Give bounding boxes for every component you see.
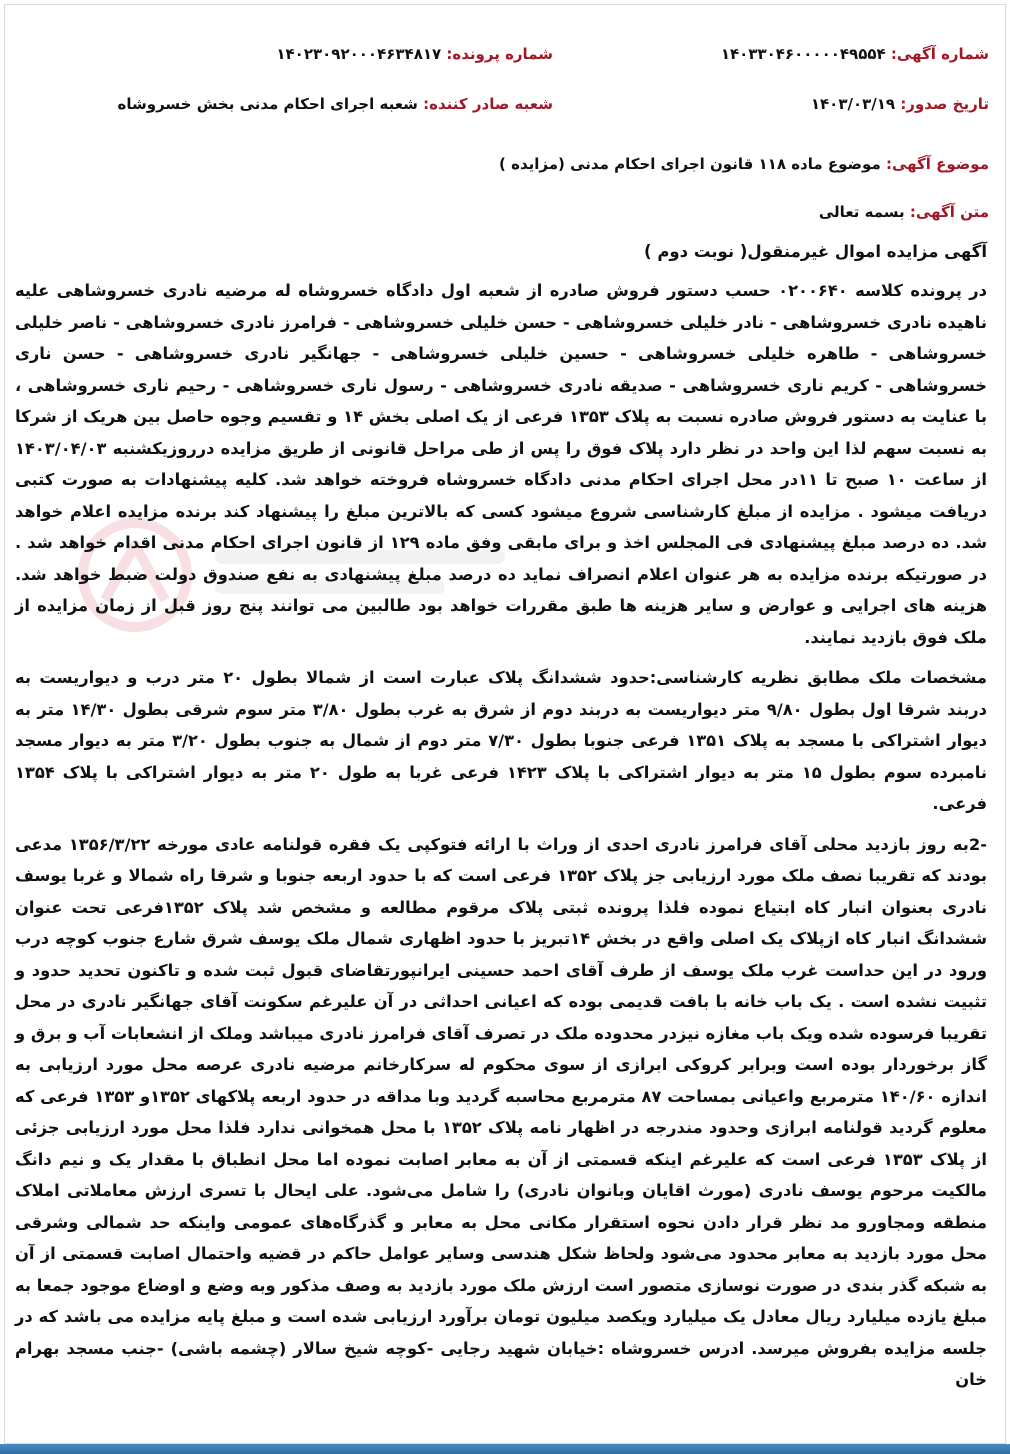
notice-number-label: شماره آگهی: [890,45,989,63]
paragraph-auction-details: در پرونده کلاسه ۰۲۰۰۶۴۰ حسب دستور فروش صادره از شعبه اول دادگاه خسروشاه له مرضیه نادری خسروشاهی علیه ناهیده نادری خسروشاهی - نادر خلیلی خسروشاهی - حسن خلیلی خسروشاهی - فرامرز نادری خسروشاهی - ناصر خلیلی خسروشاهی - طاهره خلیلی خسروشاهی - حسین خلیلی خسروشاهی - جهانگیر نادری خسروشاهی - حسن ناری خسروشاهی - کریم ناری خسروشاهی - صدیقه نادری خسروشاهی - رسول ناری خسروشاهی - رحیم ناری خسروشاهی ، با عنایت به دستور فروش صادره نسبت به پلاک ۱۳۵۳ فرعی از یک اصلی بخش ۱۴ و تقسیم وجوه حاصل بین هریک از شرکا به نسبت سهم لذا این واحد در نظر دارد پلاک فوق را پس از طی مراحل قانونی از طریق مزایده درروزیکشنبه ۱۴۰۳/۰۴/۰۳ از ساعت ۱۰ صبح تا ۱۱در محل اجرای احکام مدنی دادگاه خسروشاه فروخته خواهد شد. کلیه پیشنهادات به صورت کتبی دریافت میشود . مزایده از مبلغ کارشناسی شروع میشود کسی که بالاترین مبلغ را پیشنهاد کند برنده مزایده اعلام خواهد شد. ده درصد مبلغ پیشنهادی فی المجلس اخذ و برای مابقی وفق ماده ۱۲۹ از قانون اجرای احکام مدنی اقدام خواهد شد . در صورتیکه برنده مزایده به هر عنوان اعلام انصراف نماید ده درصد مبلغ پیشنهادی به نفع صندوق دولت ضبط خواهد شد. هزینه های اجرایی و عوارض و سایر هزینه ها طبق مقررات خواهد بود طالبین می توانند پنج روز قبل از زمان مزایده از ملک فوق بازدید نمایند. [15,281,988,647]
issuer-value: شعبه اجرای احکام مدنی بخش خسروشاه [117,95,418,113]
notice-text-label: متن آگهی: [909,203,989,221]
issue-date [811,95,989,113]
notice-frame [4,4,1006,1444]
case-number [276,45,553,63]
paragraph-property-specs: مشخصات ملک مطابق نظریه کارشناسی:حدود ششدانگ پلاک عبارت است از شمالا بطول ۲۰ متر درب و دیواریست به دربند شرقا اول بطول ۹/۸۰ متر دیواریست به دربند دوم از شرق به غرب بطول ۳/۸۰ متر سوم شرقی بطول ۱۴/۳۰ متر به دیوار اشتراکی با مسجد به پلاک ۱۳۵۱ فرعی جنوبا بطول ۷/۳۰ متر دوم از شمال به جنوب بطول ۳/۲۰ متر به دیوار مسجد نامبرده سوم بطول ۱۵ متر به دیوار اشتراکی با پلاک ۱۴۲۳ فرعی غربا به طول ۲۰ متر به دیوار اشتراکی با پلاک ۱۳۵۴ فرعی. [15,668,987,813]
notice-number [721,45,989,63]
subject-value: موضوع ماده ۱۱۸ قانون اجرای احکام مدنی (مزایده ) [499,155,881,173]
issuer-label: شعبه صادر کننده: [423,95,553,113]
subject [499,155,989,173]
case-number-value: ۱۴۰۲۳۰۹۲۰۰۰۴۶۳۴۸۱۷ [276,45,442,63]
paragraph-inspection-report: -2به روز بازدید محلی آقای فرامرز نادری احدی از وراث با ارائه فتوکپی یک فقره قولنامه عادی مورخه ۱۳۵۶/۳/۲۲ مدعی بودند که تقریبا نصف ملک مورد ارزیابی جز پلاک ۱۳۵۲ فرعی است که با حدود اربعه جنوبا و شرقا راه شمالا و غربا یوسف نادری بعنوان انبار کاه ابتیاع نموده فلذا پرونده ثبتی پلاک مرقوم مطالعه و مشخص شد پلاک ۱۳۵۲فرعی تحت عنوان ششدانگ انبار کاه ازپلاک یک اصلی واقع در بخش ۱۴تبریز با حدود اظهاری شمال ملک یوسف شرق شارع جنوب کوچه درب ورود در این حداست غرب ملک یوسف از طرف آقای احمد حسینی ایرانپورتقاضای قبول ثبت شده و تاکنون تحدید حدود و تثبیت نشده است . یک باب خانه با بافت قدیمی بوده که اعیانی احداثی در آن علیرغم سکونت آقای جهانگیر نادری در محل تقریبا فرسوده شده ویک باب مغازه نیزدر محدوده ملک در تصرف آقای فرامرز نادری میباشد وملک از انشعابات آب و برق و گاز برخوردار بوده است وبرابر کروکی ابرازی از سوی محکوم له سرکارخانم مرضیه نادری عرصه محل مورد ارزیابی به اندازه ۱۴۰/۶۰ مترمربع واعیانی بمساحت ۸۷ مترمربع محاسبه گردید وبا مداقه در حدود اربعه پلاکهای ۱۳۵۲و ۱۳۵۳ فرعی که معلوم گردید قولنامه ابرازی وحدود مندرجه در اظهار نامه پلاک ۱۳۵۲ با محل همخوانی ندارد فلذا محل مورد ارزیابی جزئی از پلاک ۱۳۵۳ فرعی است که علیرغم اینکه قسمتی از آن به معابر اصابت نموده اما محل انطباق با مقدار یک و نیم دانگ مالکیت مرحوم یوسف نادری (مورث اقایان وبانوان نادری) را شامل می‌شود. علی ایحال با تسری ارزش معاملاتی املاک منطقه ومجاورو مد نظر قرار دادن نحوه استقرار مکانی محل به معابر و گذرگاه‌های عمومی واینکه حد شمالی وشرقی محل مورد بازدید به معابر محدود می‌شود ولحاظ شکل هندسی وسایر عوامل حاکم در قضیه واحتمال اصابت قسمتی از آن به شبکه گذر بندی در صورت نوسازی متصور است ارزش ملک مورد بازدید به وصف مذکور وبه وضع و اوضاع موجود جمعا به مبلغ یازده میلیارد ریال معادل یک میلیارد ویکصد میلیون تومان برآورد ارزیابی شده است و مبلغ پایه مزایده می باشد که در جلسه مزایده بفروش میرسد. ادرس خسروشاه :خیابان شهید رجایی -کوچه شیخ سالار (چشمه باشی) -جنب مسجد بهرام خان [15,834,988,1389]
issue-date-value: ۱۴۰۳/۰۳/۱۹ [810,95,896,113]
auction-title: آگهی مزایده اموال غیرمنقول( نوبت دوم ) [644,242,987,261]
notice-number-value: ۱۴۰۳۳۰۴۶۰۰۰۰۰۴۹۵۵۴ [720,45,886,63]
issue-date-label: تاریخ صدور: [900,95,989,113]
case-number-label: شماره پرونده: [446,45,553,63]
opening-phrase: بسمه تعالی [818,203,905,221]
bottom-bar [0,1444,1010,1454]
notice-body [15,237,987,1396]
subject-label: موضوع آگهی: [885,155,989,173]
notice-text-header [819,203,989,221]
issuer [118,95,553,113]
